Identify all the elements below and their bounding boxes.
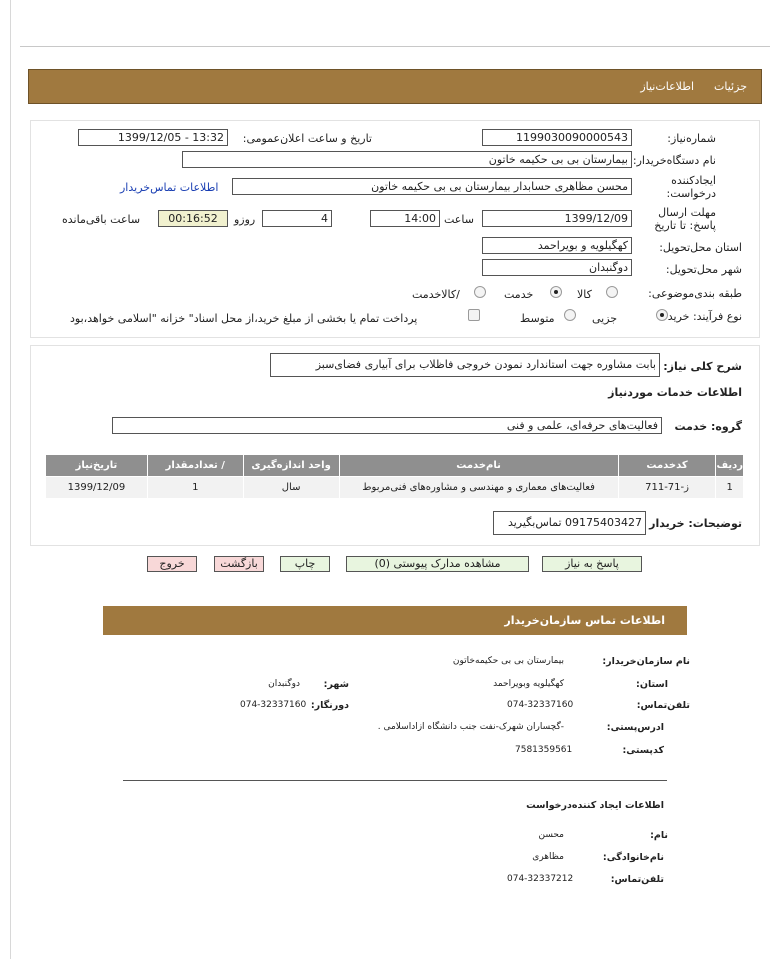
radio-goods-label: کالا [577, 288, 592, 301]
treasury-checkbox[interactable] [468, 309, 480, 321]
province-label: استان محل‌تحویل: [659, 241, 742, 254]
radio-goods-service-label: /کالاخدمت [412, 288, 460, 301]
services-table [45, 454, 744, 499]
contact-city-value: دوگنبدان [268, 679, 300, 689]
creator-name-value: محسن [538, 830, 564, 840]
contact-postal-value: 7581359561 [515, 745, 573, 755]
buyer-contact-link[interactable]: اطلاعات تماس‌خریدار [120, 181, 219, 194]
days-label: روزو [234, 213, 256, 226]
reply-button[interactable]: پاسخ به نیاز [542, 556, 642, 572]
deadline-label: مهلت ارسال پاسخ: تا تاریخ [654, 206, 716, 232]
contact-fax-value: 074-32337160 [240, 700, 307, 710]
contact-fax-label: دورنگار: [310, 700, 349, 711]
time-label: ساعت [444, 213, 474, 226]
cell-unit: سال [243, 477, 339, 499]
contact-org-label: نام سازمان‌خریدار: [602, 656, 690, 667]
col-name: نام‌خدمت [339, 455, 618, 477]
radio-minor-label: جزیی [592, 312, 618, 325]
deadline-date-field: 1399/12/09 [482, 210, 632, 227]
contact-org-value: بیمارستان بی بی حکیمه‌خاتون [452, 656, 564, 666]
announce-date-field: 1399/12/05 - 13:32 [78, 129, 228, 146]
col-row: ردیف [716, 455, 744, 477]
contact-phone-value: 074-32337160 [507, 700, 574, 710]
top-divider [20, 46, 770, 47]
days-field: 4 [262, 210, 332, 227]
remaining-label: ساعت باقی‌مانده [62, 213, 141, 226]
radio-minor[interactable] [656, 309, 668, 321]
cell-qty: 1 [147, 477, 243, 499]
buyer-org-label: نام دستگاه‌خریدار: [632, 154, 716, 167]
creator-phone-value: 074-32337212 [507, 874, 574, 884]
contact-divider [123, 780, 667, 781]
requester-field: محسن مظاهری حسابدار بیمارستان بی بی حکیمه خاتون [232, 178, 632, 195]
announce-label: تاریخ و ساعت اعلان‌عمومی: [242, 132, 372, 145]
table-row [46, 477, 744, 499]
province-field: کهگیلویه و بویراحمد [482, 237, 632, 254]
radio-goods-service[interactable] [474, 286, 486, 298]
group-field: فعالیت‌های حرفه‌ای، علمی و فنی [112, 417, 662, 434]
back-button[interactable]: بازگشت [214, 556, 264, 572]
need-number-label: شماره‌نیاز: [667, 132, 716, 145]
creator-lastname-value: مظاهری [532, 852, 564, 862]
creator-title: اطلاعات ایجاد کننده‌درخواست [526, 800, 664, 811]
contact-phone-label: تلفن‌تماس: [636, 700, 690, 711]
creator-phone-label: تلفن‌تماس: [610, 874, 664, 885]
buyer-notes-label: توضیحات: خریدار [649, 517, 742, 530]
radio-medium[interactable] [564, 309, 576, 321]
buyer-org-field: بیمارستان بی بی حکیمه خاتون [182, 151, 632, 168]
contact-province-label: استان: [636, 679, 668, 690]
col-code: کدخدمت [618, 455, 716, 477]
summary-field: بابت مشاوره جهت استاندارد نمودن خروجی فاظلاب برای آبیاری فضای‌سبز [270, 353, 660, 377]
top-nav-bar [28, 69, 762, 104]
view-docs-button[interactable]: مشاهده مدارک پیوستی (0) [346, 556, 529, 572]
col-date: تاریخ‌نیاز [46, 455, 148, 477]
radio-medium-label: متوسط [520, 312, 555, 325]
buyer-notes-field: 09175403427 تماس‌بگیرید [493, 511, 646, 535]
creator-name-label: نام: [650, 830, 668, 841]
radio-service-label: خدمت [504, 288, 534, 301]
tab-details[interactable]: جزئیات [714, 80, 747, 93]
col-qty: / تعدادمقدار [147, 455, 243, 477]
left-border [10, 0, 11, 959]
print-button[interactable]: چاپ [280, 556, 330, 572]
cell-name: فعالیت‌های معماری و مهندسی و مشاوره‌های فنی‌مربوط [339, 477, 618, 499]
requester-label: ایجادکننده درخواست: [666, 174, 716, 200]
tab-need-info[interactable]: اطلاعات‌نیاز [640, 80, 695, 93]
city-label: شهر محل‌تحویل: [665, 263, 742, 276]
deadline-time-field: 14:00 [370, 210, 440, 227]
contact-bar: اطلاعات تماس سازمان‌خریدار [103, 606, 687, 635]
table-header-row [46, 455, 744, 477]
contact-province-value: کهگیلویه وبویراحمد [493, 679, 564, 689]
summary-label: شرح کلی نیاز: [663, 360, 742, 373]
remaining-timer: 00:16:52 [158, 210, 228, 227]
services-title: اطلاعات خدمات موردنیاز [608, 386, 742, 399]
contact-address-label: ادرس‌پستی: [606, 722, 664, 733]
city-field: دوگنبدان [482, 259, 632, 276]
exit-button[interactable]: خروج [147, 556, 197, 572]
contact-postal-label: کدپستی: [622, 745, 664, 756]
cell-row: 1 [716, 477, 744, 499]
radio-service[interactable] [550, 286, 562, 298]
process-label: نوع فرآیند: خرید [667, 310, 742, 323]
radio-goods[interactable] [606, 286, 618, 298]
payment-note: پرداخت تمام یا بخشی از مبلغ خرید،از محل اسناد" خزانه "اسلامی خواهد،بود [70, 312, 418, 325]
cell-code: ز-71-711 [618, 477, 716, 499]
group-label: گروه: خدمت [674, 420, 742, 433]
category-label: طبقه بندی‌موضوعی: [648, 287, 742, 300]
cell-date: 1399/12/09 [46, 477, 148, 499]
col-unit: واحد اندازه‌گیری [243, 455, 339, 477]
need-number-field: 1199030090000543 [482, 129, 632, 146]
contact-address-value: -گچساران شهرک-نفت جنب دانشگاه ازاداسلامی . [377, 722, 564, 732]
contact-city-label: شهر: [323, 679, 349, 690]
creator-lastname-label: نام‌خانوادگی: [602, 852, 664, 863]
